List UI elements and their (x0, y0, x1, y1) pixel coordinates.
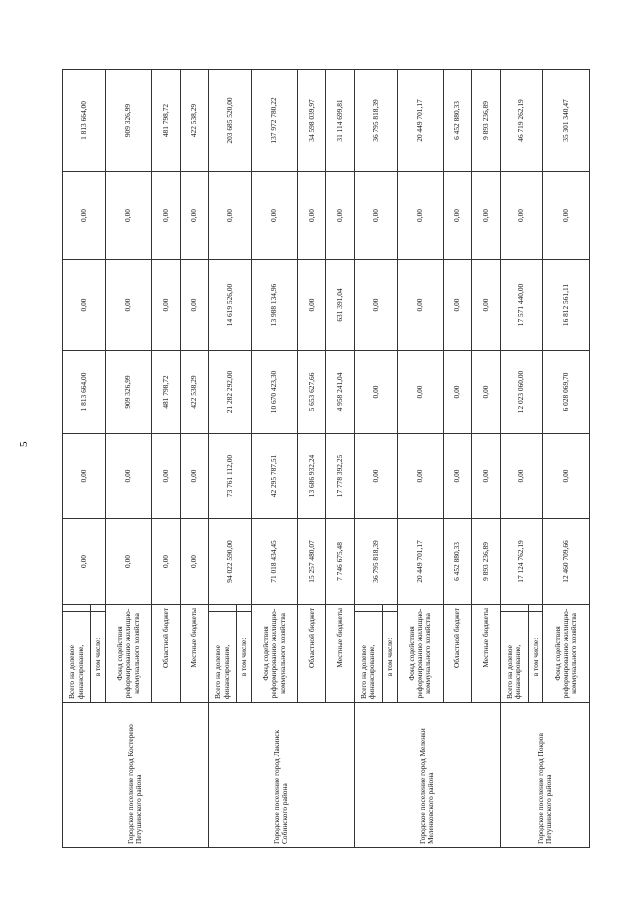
amount-cell: 0,00 (298, 172, 326, 260)
table-body (63, 70, 590, 848)
amount-cell: 0,00 (443, 434, 471, 519)
amount-cell: 0,00 (298, 260, 326, 351)
narrow-cell (383, 605, 398, 612)
amount-cell: 17 778 392,25 (326, 434, 354, 519)
amount-cell: 17 571 440,00 (500, 260, 543, 351)
settlement-name: Городское поселение город Покров Петушинского района (500, 703, 589, 848)
amount-cell: 0,00 (152, 172, 180, 260)
amount-cell: 4 958 241,04 (326, 351, 354, 434)
category-label: в том числе: (237, 612, 252, 703)
page-number: 5 (18, 441, 30, 447)
amount-cell: 909 326,99 (105, 351, 151, 434)
amount-cell: 6 452 880,33 (443, 519, 471, 605)
table-rotator (62, 70, 590, 848)
amount-cell: 42 295 787,51 (251, 434, 297, 519)
amount-cell: 34 598 039,97 (298, 70, 326, 172)
amount-cell: 0,00 (443, 260, 471, 351)
amount-cell: 0,00 (397, 260, 443, 351)
amount-cell: 0,00 (500, 172, 543, 260)
amount-cell: 0,00 (105, 260, 151, 351)
amount-cell: 0,00 (208, 172, 251, 260)
amount-cell: 31 114 699,81 (326, 70, 354, 172)
amount-cell: 0,00 (397, 351, 443, 434)
amount-cell: 10 670 423,30 (251, 351, 297, 434)
amount-cell: 0,00 (326, 172, 354, 260)
table-row (500, 70, 528, 848)
amount-cell: 14 619 526,00 (208, 260, 251, 351)
amount-cell: 6 452 880,33 (443, 70, 471, 172)
amount-cell: 0,00 (180, 172, 208, 260)
amount-cell: 909 326,99 (105, 70, 151, 172)
amount-cell: 73 761 112,00 (208, 434, 251, 519)
amount-cell: 35 301 340,47 (543, 70, 590, 172)
narrow-cell (500, 605, 528, 612)
amount-cell: 15 257 480,07 (298, 519, 326, 605)
category-label: Областной бюджет (443, 605, 471, 703)
amount-cell: 481 798,72 (152, 351, 180, 434)
category-label: в том числе: (528, 612, 543, 703)
category-label: Областной бюджет (152, 605, 180, 703)
amount-cell: 422 538,29 (180, 70, 208, 172)
amount-cell: 0,00 (500, 434, 543, 519)
category-label: Всего на долевое финансирование, (354, 612, 382, 703)
amount-cell: 5 653 627,66 (298, 351, 326, 434)
amount-cell: 46 719 262,19 (500, 70, 543, 172)
amount-cell: 0,00 (63, 434, 106, 519)
amount-cell: 0,00 (105, 434, 151, 519)
amount-cell: 0,00 (180, 260, 208, 351)
amount-cell: 1 813 664,00 (63, 70, 106, 172)
amount-cell: 20 449 701,17 (397, 70, 443, 172)
amount-cell: 0,00 (443, 351, 471, 434)
narrow-cell (528, 605, 543, 612)
category-label: в том числе: (91, 612, 106, 703)
amount-cell: 94 022 590,00 (208, 519, 251, 605)
category-label: Областной бюджет (298, 605, 326, 703)
narrow-cell (237, 605, 252, 612)
table-row (354, 70, 382, 848)
amount-cell: 0,00 (105, 519, 151, 605)
amount-cell: 0,00 (397, 172, 443, 260)
category-label: Местные бюджеты (472, 605, 500, 703)
amount-cell: 36 795 818,39 (354, 70, 397, 172)
amount-cell: 9 893 236,89 (472, 519, 500, 605)
amount-cell: 0,00 (472, 434, 500, 519)
amount-cell: 0,00 (443, 172, 471, 260)
amount-cell: 0,00 (63, 172, 106, 260)
amount-cell: 0,00 (354, 434, 397, 519)
amount-cell: 0,00 (354, 172, 397, 260)
amount-cell: 0,00 (180, 519, 208, 605)
amount-cell: 0,00 (180, 434, 208, 519)
amount-cell: 1 813 664,00 (63, 351, 106, 434)
amount-cell: 0,00 (63, 519, 106, 605)
category-label: в том числе: (383, 612, 398, 703)
category-label: Всего на долевое финансирование, (63, 612, 91, 703)
amount-cell: 16 812 561,11 (543, 260, 590, 351)
category-label: Фонд содействия реформированию жилищно-коммунального хозяйства (543, 605, 590, 703)
amount-cell: 0,00 (152, 260, 180, 351)
amount-cell: 0,00 (152, 519, 180, 605)
amount-cell: 12 460 709,66 (543, 519, 590, 605)
table-row (63, 70, 91, 848)
narrow-cell (208, 605, 236, 612)
amount-cell: 13 686 932,24 (298, 434, 326, 519)
amount-cell: 6 028 069,70 (543, 351, 590, 434)
amount-cell: 0,00 (354, 260, 397, 351)
category-label: Фонд содействия реформированию жилищно-коммунального хозяйства (397, 605, 443, 703)
amount-cell: 631 391,04 (326, 260, 354, 351)
amount-cell: 0,00 (63, 260, 106, 351)
amount-cell: 71 018 434,45 (251, 519, 297, 605)
settlement-name: Городское поселение город Лакинск Собинского района (208, 703, 354, 848)
narrow-cell (91, 605, 106, 612)
amount-cell: 0,00 (543, 434, 590, 519)
amount-cell: 0,00 (397, 434, 443, 519)
amount-cell: 481 798,72 (152, 70, 180, 172)
financing-table (62, 69, 590, 848)
category-label: Всего на долевое финансирование, (208, 612, 236, 703)
amount-cell: 20 449 701,17 (397, 519, 443, 605)
amount-cell: 21 282 292,00 (208, 351, 251, 434)
narrow-cell (354, 605, 382, 612)
amount-cell: 137 972 780,22 (251, 70, 297, 172)
category-label: Фонд содействия реформированию жилищно-коммунального хозяйства (105, 605, 151, 703)
amount-cell: 0,00 (354, 351, 397, 434)
category-label: Местные бюджеты (180, 605, 208, 703)
amount-cell: 0,00 (251, 172, 297, 260)
narrow-cell (63, 605, 91, 612)
amount-cell: 0,00 (472, 172, 500, 260)
category-label: Местные бюджеты (326, 605, 354, 703)
amount-cell: 17 124 762,19 (500, 519, 543, 605)
settlement-name: Городское поселение город Меленки Меленковского района (354, 703, 500, 848)
amount-cell: 0,00 (105, 172, 151, 260)
amount-cell: 422 538,29 (180, 351, 208, 434)
amount-cell: 7 746 675,48 (326, 519, 354, 605)
amount-cell: 0,00 (472, 351, 500, 434)
amount-cell: 36 795 818,39 (354, 519, 397, 605)
category-label: Фонд содействия реформированию жилищно-коммунального хозяйства (251, 605, 297, 703)
category-label: Всего на долевое финансирование, (500, 612, 528, 703)
table-row (208, 70, 236, 848)
settlement-name: Городское поселение город Костерево Петушинского района (63, 703, 209, 848)
amount-cell: 0,00 (472, 260, 500, 351)
amount-cell: 0,00 (543, 172, 590, 260)
amount-cell: 9 893 236,89 (472, 70, 500, 172)
amount-cell: 13 988 134,96 (251, 260, 297, 351)
amount-cell: 0,00 (152, 434, 180, 519)
amount-cell: 12 023 060,00 (500, 351, 543, 434)
amount-cell: 203 685 520,00 (208, 70, 251, 172)
